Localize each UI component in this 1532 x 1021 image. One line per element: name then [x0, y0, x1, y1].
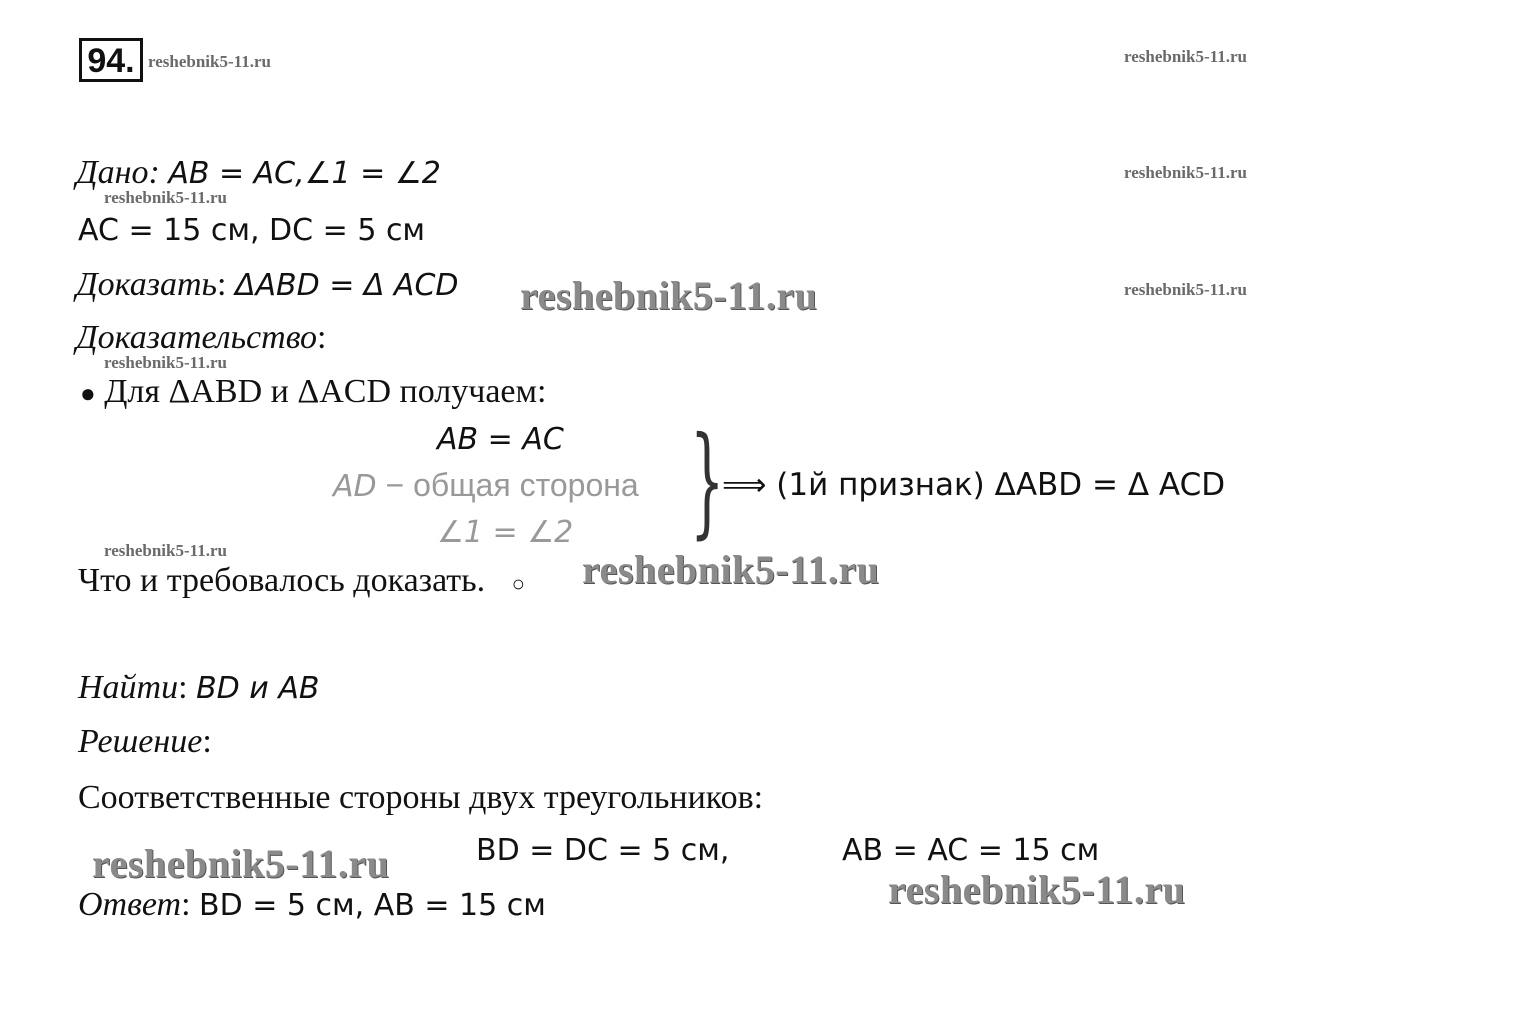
qed-text: Что и требовалось доказать.: [78, 562, 486, 599]
condition-2: [333, 467, 639, 504]
answer-label: Ответ: [78, 886, 182, 923]
given-eq1: AB = AC,∠1 = ∠2: [168, 156, 441, 191]
given-eq2: AC = 15 см, DC = 5 см: [78, 213, 426, 248]
prove-statement: ΔABD = Δ ACD: [234, 268, 459, 303]
proof-heading: [76, 318, 326, 358]
watermark-large: reshebnik5-11.ru: [582, 547, 880, 592]
watermark-large: reshebnik5-11.ru: [888, 867, 1186, 912]
watermark: reshebnik5-11.ru: [148, 52, 271, 71]
watermark: reshebnik5-11.ru: [1124, 47, 1247, 66]
condition-2-text: − общая сторона: [376, 467, 639, 503]
bullet: ●: [80, 379, 96, 408]
condition-2-var: AD: [333, 469, 377, 504]
watermark-large: reshebnik5-11.ru: [92, 841, 390, 886]
qed-line: [78, 561, 525, 604]
prove-label: Доказать: [76, 266, 217, 303]
watermark: reshebnik5-11.ru: [104, 188, 227, 207]
find-line: [78, 668, 319, 709]
watermark-large: reshebnik5-11.ru: [520, 273, 818, 318]
right-brace: }: [690, 412, 725, 551]
prove-colon: :: [216, 266, 227, 303]
solution-eq2: AB = AC = 15 см: [842, 833, 1100, 868]
answer-colon: :: [181, 886, 191, 923]
watermark: reshebnik5-11.ru: [104, 541, 227, 560]
solution-label: Решение: [78, 723, 203, 760]
find-label: Найти: [78, 669, 179, 706]
given-line-2: [78, 210, 425, 251]
proof-label: Доказательство: [76, 319, 318, 356]
proof-conclusion: ⟹ (1й признак) ΔABD = Δ ACD: [722, 467, 1226, 503]
solution-text: Соответственные стороны двух треугольников:: [78, 779, 764, 816]
given-line: [76, 153, 441, 194]
find-statement: BD и AB: [196, 671, 320, 706]
proof-intro-line: [80, 372, 546, 414]
qed-mark: ○: [511, 571, 525, 596]
watermark: reshebnik5-11.ru: [1124, 280, 1247, 299]
solution-colon: :: [202, 723, 212, 760]
watermark: reshebnik5-11.ru: [1124, 163, 1247, 182]
watermark: reshebnik5-11.ru: [104, 353, 227, 372]
answer-line: [78, 885, 546, 926]
condition-3: ∠1 = ∠2: [437, 515, 574, 550]
answer-text: BD = 5 см, AB = 15 см: [199, 888, 546, 923]
solution-eq1: BD = DC = 5 см,: [476, 833, 730, 868]
condition-1: AB = AC: [437, 422, 564, 457]
find-colon: :: [178, 669, 188, 706]
proof-intro: Для ΔABD и ΔACD получаем:: [104, 373, 547, 410]
prove-line: [76, 265, 459, 306]
given-label: Дано:: [76, 154, 160, 191]
problem-number: 94.: [79, 38, 143, 82]
solution-heading: [78, 722, 212, 762]
proof-colon: :: [317, 319, 327, 356]
